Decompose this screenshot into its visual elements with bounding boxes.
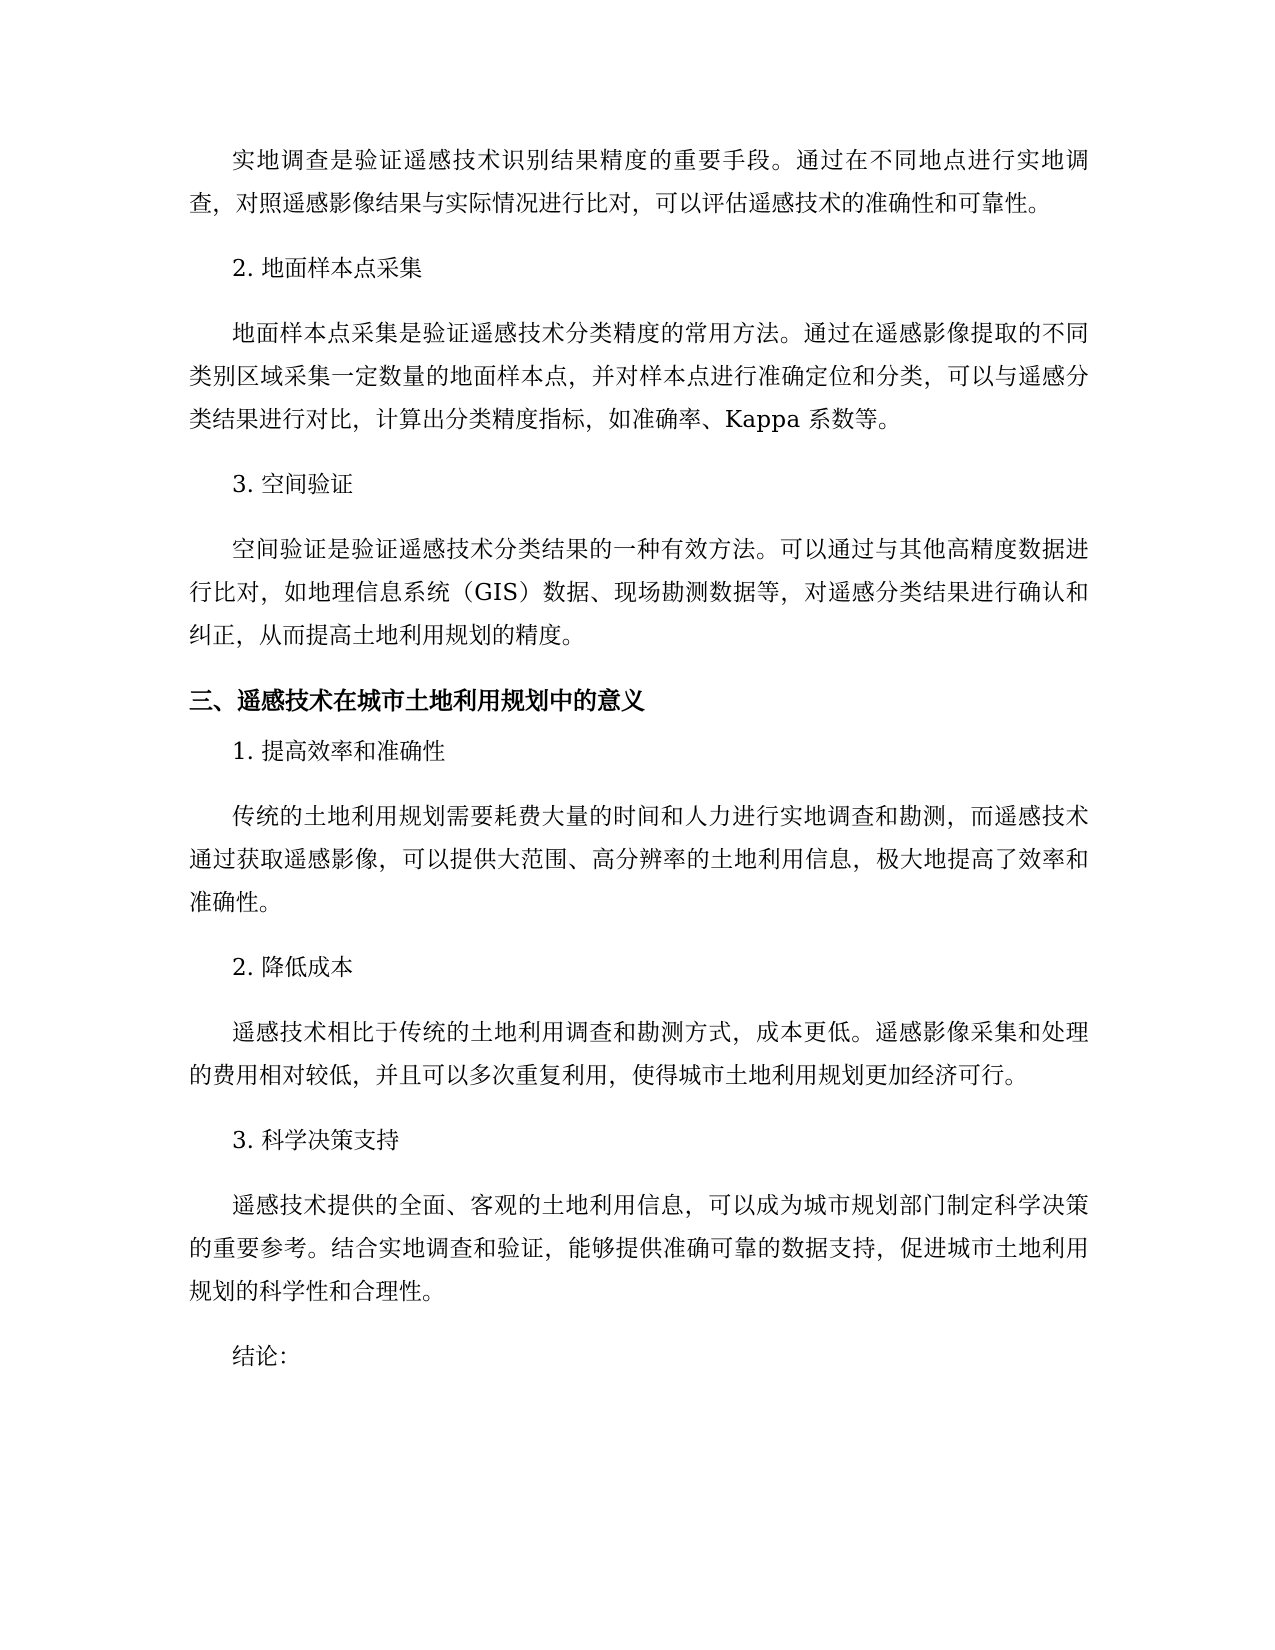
conclusion-label: 结论： (232, 1344, 301, 1370)
paragraph-cost: 遥感技术相比于传统的土地利用调查和勘测方式，成本更低。遥感影像采集和处理的费用相对较低，并且可以多次重复利用，使得城市土地利用规划更加经济可行。 (189, 1020, 1089, 1089)
subheading-efficiency: 1. 提高效率和准确性 (232, 739, 446, 765)
subheading-ground-sampling: 2. 地面样本点采集 (232, 256, 423, 282)
section-title: 三、遥感技术在城市土地利用规划中的意义 (189, 687, 645, 715)
subheading-cost: 2. 降低成本 (232, 955, 354, 981)
subheading-decision: 3. 科学决策支持 (232, 1128, 400, 1154)
paragraph-efficiency: 传统的土地利用规划需要耗费大量的时间和人力进行实地调查和勘测，而遥感技术通过获取遥感影像，可以提供大范围、高分辨率的土地利用信息，极大地提高了效率和准确性。 (189, 804, 1089, 916)
paragraph-spatial-validation: 空间验证是验证遥感技术分类结果的一种有效方法。可以通过与其他高精度数据进行比对，如地理信息系统（GIS）数据、现场勘测数据等，对遥感分类结果进行确认和纠正，从而提高土地利用规划的精度。 (189, 537, 1089, 649)
paragraph-field-survey: 实地调查是验证遥感技术识别结果精度的重要手段。通过在不同地点进行实地调查，对照遥感影像结果与实际情况进行比对，可以评估遥感技术的准确性和可靠性。 (189, 148, 1089, 217)
paragraph-ground-sampling: 地面样本点采集是验证遥感技术分类精度的常用方法。通过在遥感影像提取的不同类别区域采集一定数量的地面样本点，并对样本点进行准确定位和分类，可以与遥感分类结果进行对比，计算出分类精度指标，如准确率、Kappa 系数等。 (189, 321, 1089, 433)
document-page (189, 140, 1089, 1379)
subheading-spatial-validation: 3. 空间验证 (232, 472, 354, 498)
paragraph-decision: 遥感技术提供的全面、客观的土地利用信息，可以成为城市规划部门制定科学决策的重要参考。结合实地调查和验证，能够提供准确可靠的数据支持，促进城市土地利用规划的科学性和合理性。 (189, 1193, 1089, 1305)
